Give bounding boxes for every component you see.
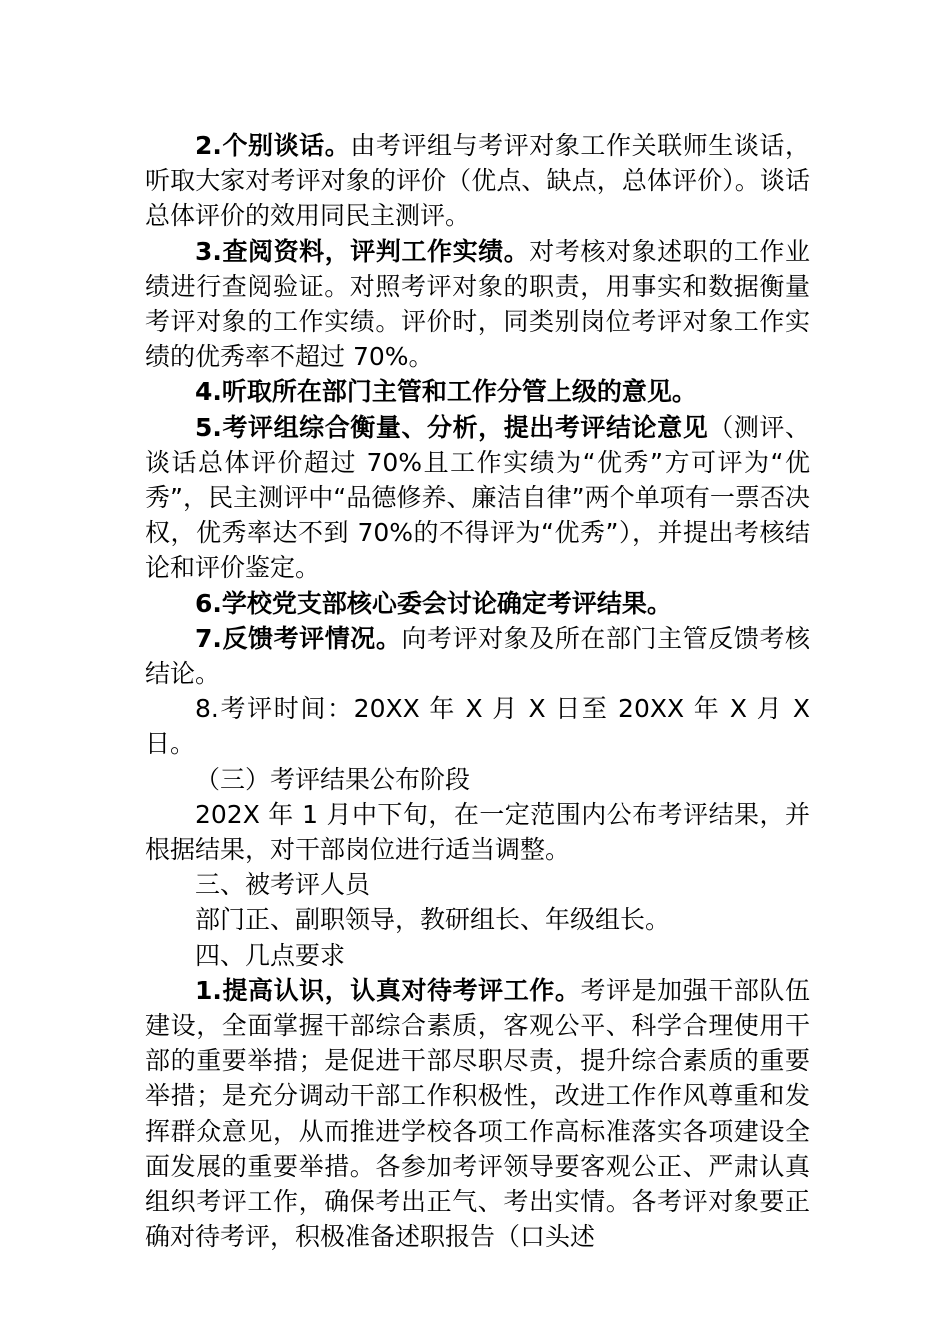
paragraph-raise-awareness — [145, 973, 810, 1255]
paragraph-lead: 6.学校党支部核心委会讨论确定考评结果。 — [195, 588, 672, 618]
paragraph-text: 四、几点要求 — [195, 940, 346, 970]
paragraph-individual-talk — [145, 128, 810, 234]
paragraph-conclusion-opinion — [145, 410, 810, 586]
paragraph-text: 由考评组与考评对象工作关联师生谈话，听取大家对考评对象的评价（优点、缺点，总体评价）。谈话总体评价的效用同民主测评。 — [145, 131, 810, 231]
paragraph-party-branch-decision — [145, 586, 810, 621]
paragraph-text: 三、被考评人员 — [195, 870, 371, 900]
paragraph-lead: 1.提高认识，认真对待考评工作。 — [195, 975, 581, 1005]
paragraph-evaluation-time — [145, 691, 810, 761]
paragraph-results-announcement — [145, 797, 810, 867]
paragraph-text: （测评、谈话总体评价超过 70%且工作实绩为“优秀”方可评为“优秀”，民主测评中“品德修养、廉洁自律”两个单项有一票否决权，优秀率达不到 70%的不得评为“优秀”），并提出考核结论和评价鉴定。 — [145, 412, 810, 583]
paragraph-evaluated-personnel — [145, 902, 810, 937]
paragraph-lead: 3.查阅资料，评判工作实绩。 — [195, 236, 530, 266]
paragraph-text: 对考核对象述职的工作业绩进行查阅验证。对照考评对象的职责，用事实和数据衡量考评对象的工作实绩。评价时，同类别岗位考评对象工作实绩的优秀率不超过 70%。 — [145, 236, 810, 372]
paragraph-text: 部门正、副职领导，教研组长、年级组长。 — [195, 905, 671, 935]
paragraph-text: 考评是加强干部队伍建设，全面掌握干部综合素质，客观公平、科学合理使用干部的重要举措；是促进干部尽职尽责，提升综合素质的重要举措；是充分调动干部工作积极性，改进工作作风尊重和发挥群众意见，从而推进学校各项工作高标准落实各项建设全面发展的重要举措。各参加考评领导要客观公正、严肃认真组织考评工作，确保考出正气、考出实情。各考评对象要正确对待考评，积极准备述职报告（口头述 — [145, 975, 810, 1252]
paragraph-lead: 7.反馈考评情况。 — [195, 623, 402, 653]
paragraph-text: 202X 年 1 月中下旬，在一定范围内公布考评结果，并根据结果，对干部岗位进行适当调整。 — [145, 799, 810, 865]
paragraph-review-materials — [145, 234, 810, 375]
paragraph-lead: 2.个别谈话。 — [195, 131, 351, 160]
section-heading-results-announcement — [145, 762, 810, 797]
paragraph-text: 8.考评时间：20XX 年 X 月 X 日至 20XX 年 X 月 X 日。 — [145, 694, 810, 759]
section-heading-evaluated-personnel — [145, 867, 810, 902]
paragraph-lead: 4.听取所在部门主管和工作分管上级的意见。 — [195, 377, 697, 407]
paragraph-text: （三）考评结果公布阶段 — [195, 764, 471, 794]
document-body — [145, 128, 810, 1255]
paragraph-feedback — [145, 621, 810, 691]
section-heading-requirements — [145, 938, 810, 973]
paragraph-listen-opinions — [145, 374, 810, 409]
paragraph-text: 向考评对象及所在部门主管反馈考核结论。 — [145, 623, 810, 689]
paragraph-lead: 5.考评组综合衡量、分析，提出考评结论意见 — [195, 412, 709, 442]
